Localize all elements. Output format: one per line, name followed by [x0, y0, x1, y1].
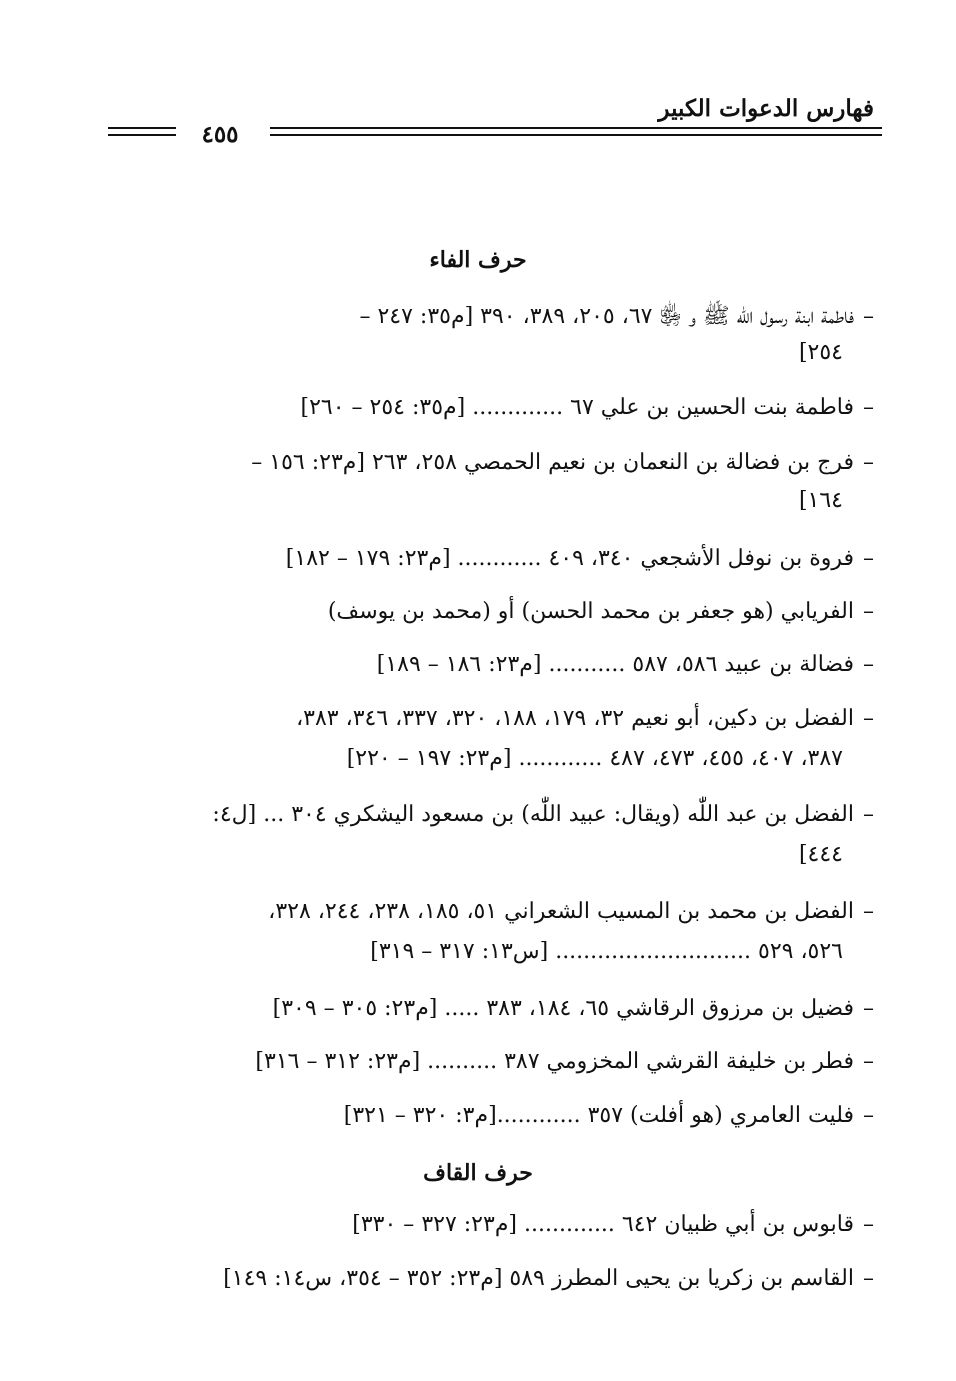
entry-text: قابوس بن أبي ظبيان ٦٤٢ ............. [م٢٣: ٣٢٧ – ٣٣٠]	[352, 1212, 854, 1237]
entry-dash: –	[863, 652, 874, 677]
entry-text: الفريابي (هو جعفر بن محمد الحسن) أو (محمد بن يوسف)	[327, 599, 854, 624]
index-entry	[104, 302, 874, 376]
entry-dash: –	[863, 304, 874, 329]
entry-line	[300, 395, 874, 420]
entry-line	[328, 599, 874, 624]
page-title: فهارس الدعوات الكبير	[658, 95, 874, 122]
entry-line	[344, 1103, 874, 1128]
entry-text: فاطمة بنت الحسين بن علي ٦٧ ............. [م٣٥: ٢٥٤ – ٢٦٠]	[300, 395, 854, 420]
entry-text: فاطمة ابنة رسول اللّٰه ﷺ و ﵂ ٦٧، ٢٠٥، ٣٨٩، ٣٩٠ [م٣٥: ٢٤٧ –	[359, 304, 854, 329]
entry-text: فروة بن نوفل الأشجعي ٣٤٠، ٤٠٩ ............ [م٢٣: ١٧٩ – ١٨٢]	[285, 546, 854, 571]
entry-text: القاسم بن زكريا بن يحيى المطرز ٥٨٩ [م٢٣: ٣٥٢ – ٣٥٤، س١٤: ١٤٩]	[223, 1266, 854, 1291]
entry-line	[352, 1212, 874, 1237]
entry-text: فضالة بن عبيد ٥٨٦، ٥٨٧ ........... [م٢٣: ١٨٦ – ١٨٩]	[376, 652, 854, 677]
entry-text: فرج بن فضالة بن النعمان بن نعيم الحمصي ٢٥٨، ٢٦٣ [م٢٣: ١٥٦ –	[251, 450, 854, 475]
entry-dash: –	[863, 1266, 874, 1291]
entry-line	[377, 652, 874, 677]
entry-line	[212, 802, 874, 827]
entry-line	[286, 546, 874, 571]
entry-text: الفضل بن دكين، أبو نعيم ٣٢، ١٧٩، ١٨٨، ٣٢٠، ٣٣٧، ٣٤٦، ٣٨٣،	[296, 706, 854, 731]
page-number: ٤٥٥	[201, 121, 239, 148]
entry-text: الفضل بن عبد اللّٰه (ويقال: عبيد اللّٰه) بن مسعود اليشكري ٣٠٤ ... [ل٤:	[212, 802, 854, 827]
section-title: حرف القاف	[423, 1160, 533, 1186]
entry-line	[223, 1266, 874, 1291]
entry-line: ١٦٤]	[798, 488, 843, 513]
entry-dash: –	[863, 802, 874, 827]
entry-text: فطر بن خليفة القرشي المخزومي ٣٨٧ .......... [م٢٣: ٣١٢ – ٣١٦]	[255, 1049, 854, 1074]
entry-dash: –	[863, 706, 874, 731]
header-rule-right-top	[270, 127, 882, 129]
entry-dash: –	[863, 546, 874, 571]
entry-line	[359, 302, 874, 334]
entry-dash: –	[863, 450, 874, 475]
entry-line: ٤٤٤]	[798, 842, 843, 867]
entry-line: ٢٥٤]	[798, 340, 843, 365]
entry-line	[255, 1049, 874, 1074]
entry-line	[251, 450, 874, 475]
entry-dash: –	[863, 1103, 874, 1128]
entry-dash: –	[863, 395, 874, 420]
entry-line: ٥٢٦، ٥٢٩ ............................ [س١٣: ٣١٧ – ٣١٩]	[370, 939, 843, 964]
entry-text: فليت العامري (هو أفلت) ٣٥٧ ............[م٣: ٣٢٠ – ٣٢١]	[343, 1103, 854, 1128]
header-rule-left-bottom	[108, 134, 176, 136]
section-title: حرف الفاء	[429, 247, 527, 273]
entry-dash: –	[863, 599, 874, 624]
entry-dash: –	[863, 1049, 874, 1074]
entry-line	[273, 996, 874, 1021]
entry-text: فضيل بن مرزوق الرقاشي ٦٥، ١٨٤، ٣٨٣ ..... [م٢٣: ٣٠٥ – ٣٠٩]	[272, 996, 854, 1021]
entry-line	[268, 899, 874, 924]
header-rule-right-bottom	[270, 134, 882, 136]
entry-line: ٣٨٧، ٤٠٧، ٤٥٥، ٤٧٣، ٤٨٧ ............ [م٢٣: ١٩٧ – ٢٢٠]	[346, 746, 843, 771]
entry-dash: –	[863, 899, 874, 924]
entry-line	[296, 706, 874, 731]
entry-dash: –	[863, 1212, 874, 1237]
entry-text: الفضل بن محمد بن المسيب الشعراني ٥١، ١٨٥، ٢٣٨، ٢٤٤، ٣٢٨،	[268, 899, 854, 924]
header-rule-left-top	[108, 127, 176, 129]
entry-dash: –	[863, 996, 874, 1021]
